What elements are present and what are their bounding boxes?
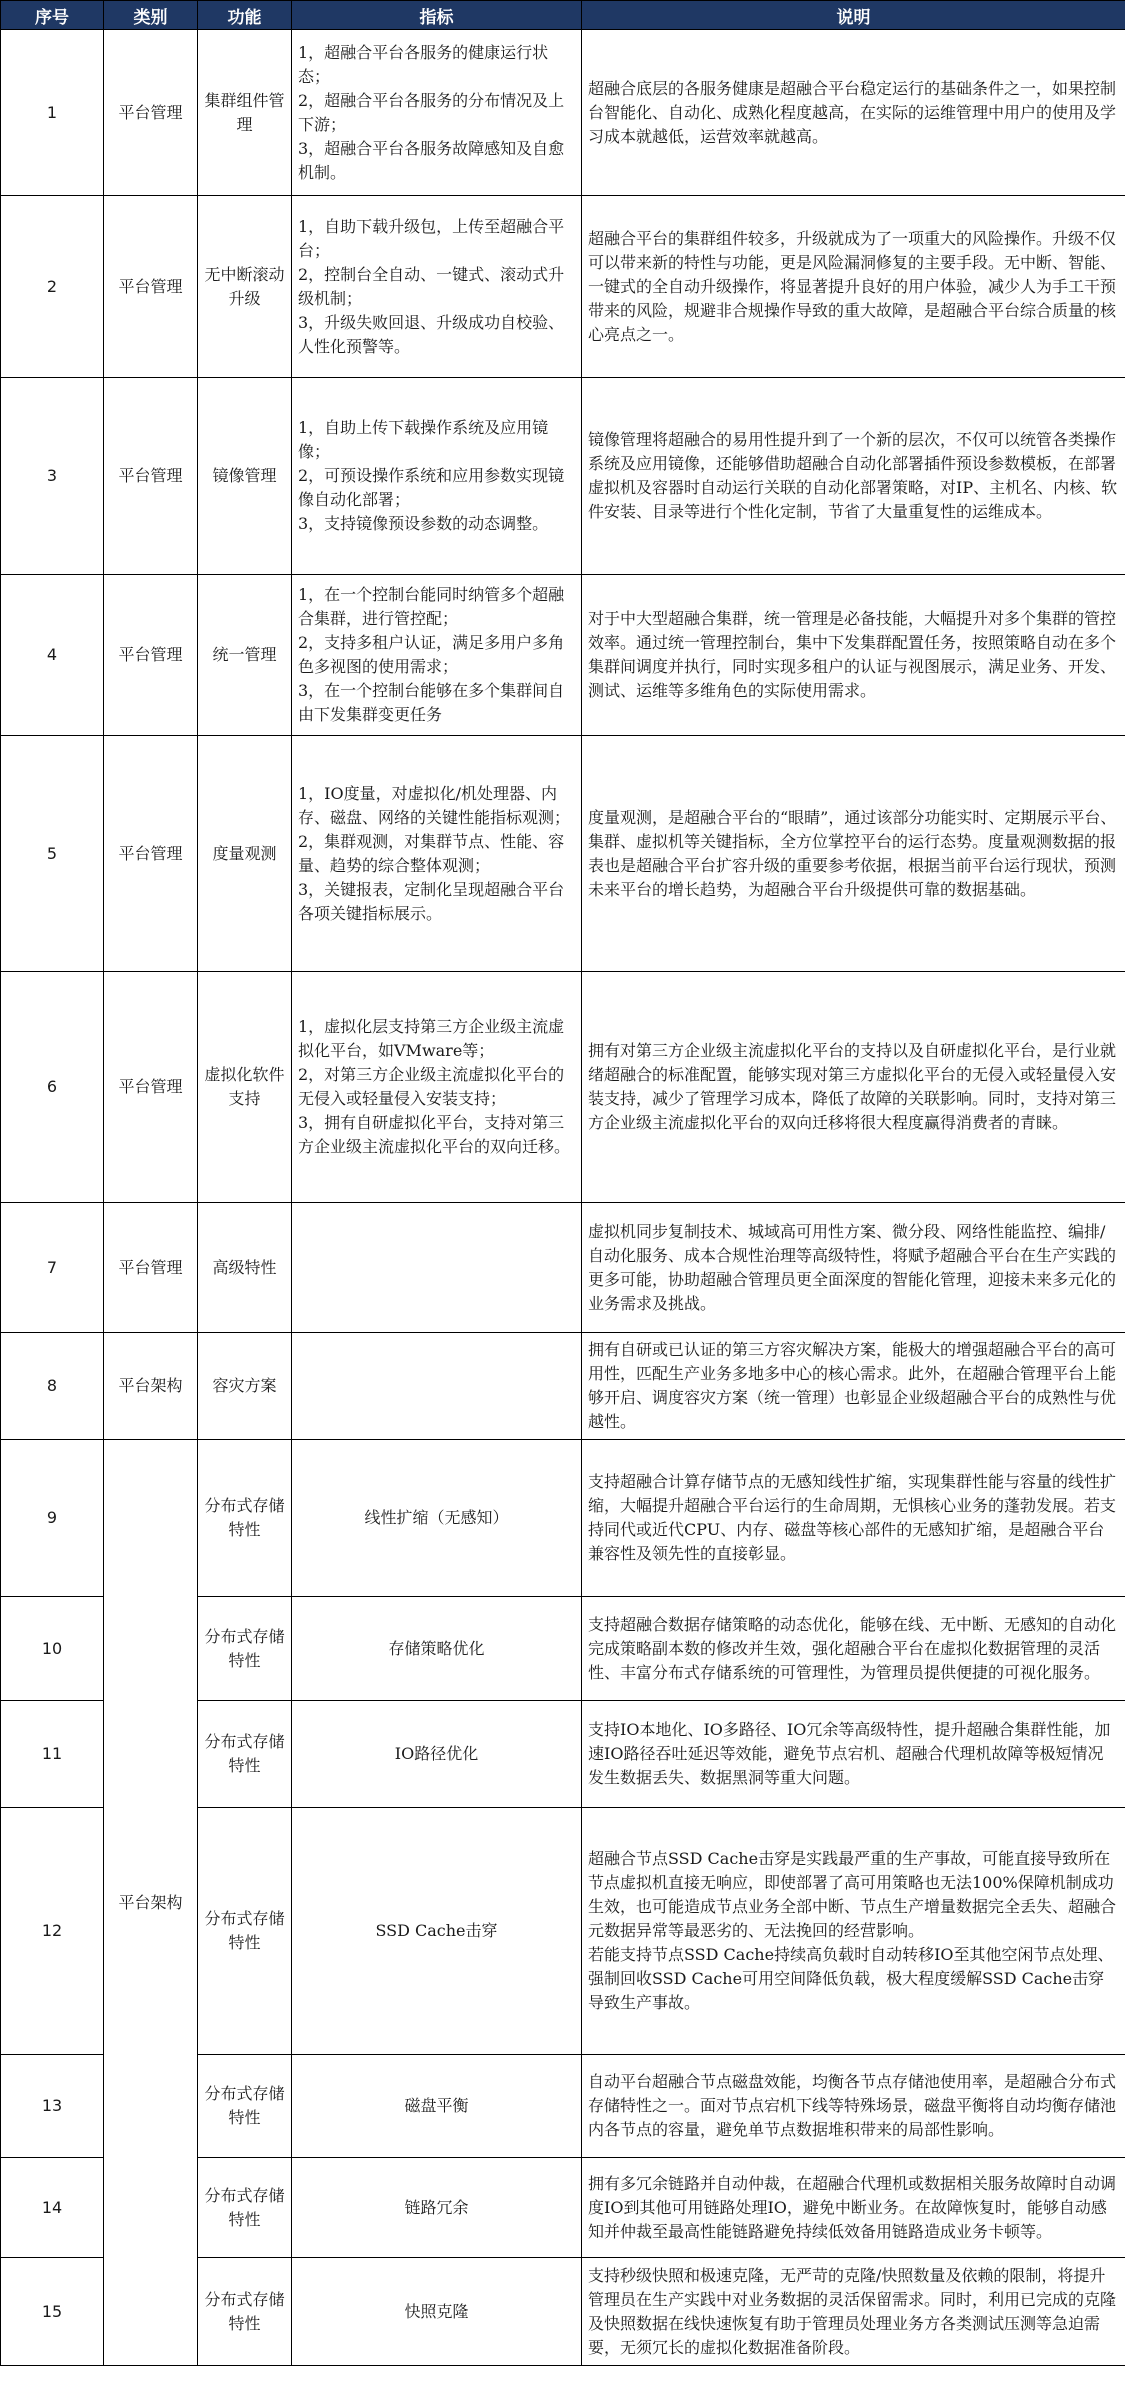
cell-indicator: 1，虚拟化层支持第三方企业级主流虚拟化平台，如VMware等； 2，对第三方企业级主流虚拟化平台的无侵入或轻量侵入安装支持； 3，拥有自研虚拟化平台，支持对第三方企业级主流虚拟化平台的双向迁移。 [292,972,582,1203]
table-row [1,378,1125,575]
cell-description: 对于中大型超融合集群，统一管理是必备技能，大幅提升对多个集群的管控效率。通过统一管理控制台，集中下发集群配置任务，按照策略自动在多个集群间调度并执行，同时实现多租户的认证与视图展示，满足业务、开发、测试、运维等多维角色的实际使用需求。 [582,575,1125,736]
cell-function: 分布式存储特性 [198,2055,292,2158]
cell-description: 拥有多冗余链路并自动仲裁，在超融合代理机或数据相关服务故障时自动调度IO到其他可用链路处理IO，避免中断业务。在故障恢复时，能够自动感知并仲裁至最高性能链路避免持续低效备用链路造成业务卡顿等。 [582,2158,1125,2258]
cell-description: 超融合底层的各服务健康是超融合平台稳定运行的基础条件之一，如果控制台智能化、自动化、成熟化程度越高，在实际的运维管理中用户的使用及学习成本就越低，运营效率就越高。 [582,30,1125,196]
cell-category: 平台管理 [104,1203,198,1333]
cell-function: 虚拟化软件支持 [198,972,292,1203]
cell-function: 高级特性 [198,1203,292,1333]
cell-category: 平台管理 [104,378,198,575]
cell-no: 5 [1,736,104,972]
cell-no: 2 [1,196,104,378]
cell-function: 集群组件管理 [198,30,292,196]
cell-indicator [292,1333,582,1440]
cell-no: 9 [1,1440,104,1597]
table-row [1,1203,1125,1333]
header-category: 类别 [104,1,198,30]
cell-no: 6 [1,972,104,1203]
table-row [1,30,1125,196]
cell-description: 拥有自研或已认证的第三方容灾解决方案，能极大的增强超融合平台的高可用性，匹配生产业务多地多中心的核心需求。此外，在超融合管理平台上能够开启、调度容灾方案（统一管理）也彰显企业级超融合平台的成熟性与优越性。 [582,1333,1125,1440]
header-function: 功能 [198,1,292,30]
cell-no: 1 [1,30,104,196]
table-row [1,196,1125,378]
cell-category: 平台管理 [104,575,198,736]
cell-description: 支持超融合数据存储策略的动态优化，能够在线、无中断、无感知的自动化完成策略副本数的修改并生效，强化超融合平台在虚拟化数据管理的灵活性、丰富分布式存储系统的可管理性，为管理员提供便捷的可视化服务。 [582,1597,1125,1701]
cell-no: 13 [1,2055,104,2158]
cell-function: 分布式存储特性 [198,1701,292,1808]
cell-description: 镜像管理将超融合的易用性提升到了一个新的层次，不仅可以统管各类操作系统及应用镜像，还能够借助超融合自动化部署插件预设参数模板，在部署虚拟机及容器时自动运行关联的自动化部署策略，对IP、主机名、内核、软件安装、目录等进行个性化定制，节省了大量重复性的运维成本。 [582,378,1125,575]
cell-function: 分布式存储特性 [198,1597,292,1701]
cell-function: 容灾方案 [198,1333,292,1440]
header-no: 序号 [1,1,104,30]
table-row [1,972,1125,1203]
cell-function: 分布式存储特性 [198,1808,292,2055]
cell-no: 14 [1,2158,104,2258]
cell-no: 11 [1,1701,104,1808]
table-row [1,575,1125,736]
cell-no: 7 [1,1203,104,1333]
cell-no: 12 [1,1808,104,2055]
cell-category: 平台管理 [104,972,198,1203]
cell-no: 3 [1,378,104,575]
cell-function: 分布式存储特性 [198,2158,292,2258]
cell-indicator: 磁盘平衡 [292,2055,582,2158]
cell-indicator: 1，自助上传下载操作系统及应用镜像； 2，可预设操作系统和应用参数实现镜像自动化部署； 3，支持镜像预设参数的动态调整。 [292,378,582,575]
cell-function: 统一管理 [198,575,292,736]
header-indicator: 指标 [292,1,582,30]
cell-indicator: 1，在一个控制台能同时纳管多个超融合集群，进行管控配； 2，支持多租户认证，满足多用户多角色多视图的使用需求； 3，在一个控制台能够在多个集群间自由下发集群变更任务 [292,575,582,736]
cell-category: 平台管理 [104,196,198,378]
cell-description: 支持IO本地化、IO多路径、IO冗余等高级特性，提升超融合集群性能，加速IO路径吞吐延迟等效能，避免节点宕机、超融合代理机故障等极短情况发生数据丢失、数据黑洞等重大问题。 [582,1701,1125,1808]
cell-category: 平台架构 [104,1333,198,1440]
table-row [1,736,1125,972]
cell-category: 平台管理 [104,30,198,196]
cell-no: 10 [1,1597,104,1701]
cell-description: 拥有对第三方企业级主流虚拟化平台的支持以及自研虚拟化平台，是行业就绪超融合的标准配置，能够实现对第三方虚拟化平台的无侵入或轻量侵入安装支持，减少了管理学习成本，降低了故障的关联影响。同时，支持对第三方企业级主流虚拟化平台的双向迁移将很大程度赢得消费者的青睐。 [582,972,1125,1203]
cell-description: 超融合节点SSD Cache击穿是实践最严重的生产事故，可能直接导致所在节点虚拟机直接无响应，即使部署了高可用策略也无法100%保障机制成功生效，也可能造成节点业务全部中断、节点生产增量数据完全丢失、超融合元数据异常等最恶劣的、无法挽回的经营影响。 若能支持节点SSD Cache持续高负载时自动转移IO至其他空闲节点处理、强制回收SSD Cache可用空间降低负载，极大程度缓解SSD Cache击穿导致生产事故。 [582,1808,1125,2055]
cell-function: 镜像管理 [198,378,292,575]
cell-function: 分布式存储特性 [198,1440,292,1597]
header-row [1,1,1125,30]
cell-indicator: 链路冗余 [292,2158,582,2258]
cell-category: 平台管理 [104,736,198,972]
cell-description: 自动平台超融合节点磁盘效能，均衡各节点存储池使用率，是超融合分布式存储特性之一。面对节点宕机下线等特殊场景，磁盘平衡将自动均衡存储池内各节点的容量，避免单节点数据堆积带来的局部性影响。 [582,2055,1125,2158]
cell-indicator: 快照克隆 [292,2258,582,2366]
table-row [1,1333,1125,1440]
cell-description: 度量观测，是超融合平台的“眼睛”，通过该部分功能实时、定期展示平台、集群、虚拟机等关键指标，全方位掌控平台的运行态势。度量观测数据的报表也是超融合平台扩容升级的重要参考依据，根据当前平台运行现状，预测未来平台的增长趋势，为超融合平台升级提供可靠的数据基础。 [582,736,1125,972]
cell-description: 虚拟机同步复制技术、城域高可用性方案、微分段、网络性能监控、编排/自动化服务、成本合规性治理等高级特性，将赋予超融合平台在生产实践的更多可能，协助超融合管理员更全面深度的智能化管理，迎接未来多元化的业务需求及挑战。 [582,1203,1125,1333]
cell-indicator: 1，自助下载升级包，上传至超融合平台； 2，控制台全自动、一键式、滚动式升级机制； 3，升级失败回退、升级成功自校验、人性化预警等。 [292,196,582,378]
cell-function: 度量观测 [198,736,292,972]
header-description: 说明 [582,1,1125,30]
cell-indicator: 线性扩缩（无感知） [292,1440,582,1597]
cell-function: 无中断滚动升级 [198,196,292,378]
cell-no: 4 [1,575,104,736]
cell-indicator: 1，IO度量，对虚拟化/机处理器、内存、磁盘、网络的关键性能指标观测； 2，集群观测，对集群节点、性能、容量、趋势的综合整体观测； 3，关键报表，定制化呈现超融合平台各项关键指标展示。 [292,736,582,972]
cell-indicator: IO路径优化 [292,1701,582,1808]
cell-indicator [292,1203,582,1333]
cell-indicator: 1，超融合平台各服务的健康运行状态； 2，超融合平台各服务的分布情况及上下游； 3，超融合平台各服务故障感知及自愈机制。 [292,30,582,196]
cell-description: 支持超融合计算存储节点的无感知线性扩缩，实现集群性能与容量的线性扩缩，大幅提升超融合平台运行的生命周期，无惧核心业务的蓬勃发展。若支持同代或近代CPU、内存、磁盘等核心部件的无感知扩缩，是超融合平台兼容性及领先性的直接彰显。 [582,1440,1125,1597]
cell-indicator: SSD Cache击穿 [292,1808,582,2055]
cell-function: 分布式存储特性 [198,2258,292,2366]
cell-description: 支持秒级快照和极速克隆，无严苛的克隆/快照数量及依赖的限制，将提升管理员在生产实践中对业务数据的灵活保留需求。同时，利用已完成的克隆及快照数据在线快速恢复有助于管理员处理业务方各类测试压测等急迫需要，无须冗长的虚拟化数据准备阶段。 [582,2258,1125,2366]
cell-description: 超融合平台的集群组件较多，升级就成为了一项重大的风险操作。升级不仅可以带来新的特性与功能，更是风险漏洞修复的主要手段。无中断、智能、一键式的全自动升级操作，将显著提升良好的用户体验，减少人为手工干预带来的风险，规避非合规操作导致的重大故障，是超融合平台综合质量的核心亮点之一。 [582,196,1125,378]
cell-no: 15 [1,2258,104,2366]
cell-indicator: 存储策略优化 [292,1597,582,1701]
cell-no: 8 [1,1333,104,1440]
cell-category-merged: 平台架构 [104,1440,198,2366]
table-row [1,1440,1125,1597]
